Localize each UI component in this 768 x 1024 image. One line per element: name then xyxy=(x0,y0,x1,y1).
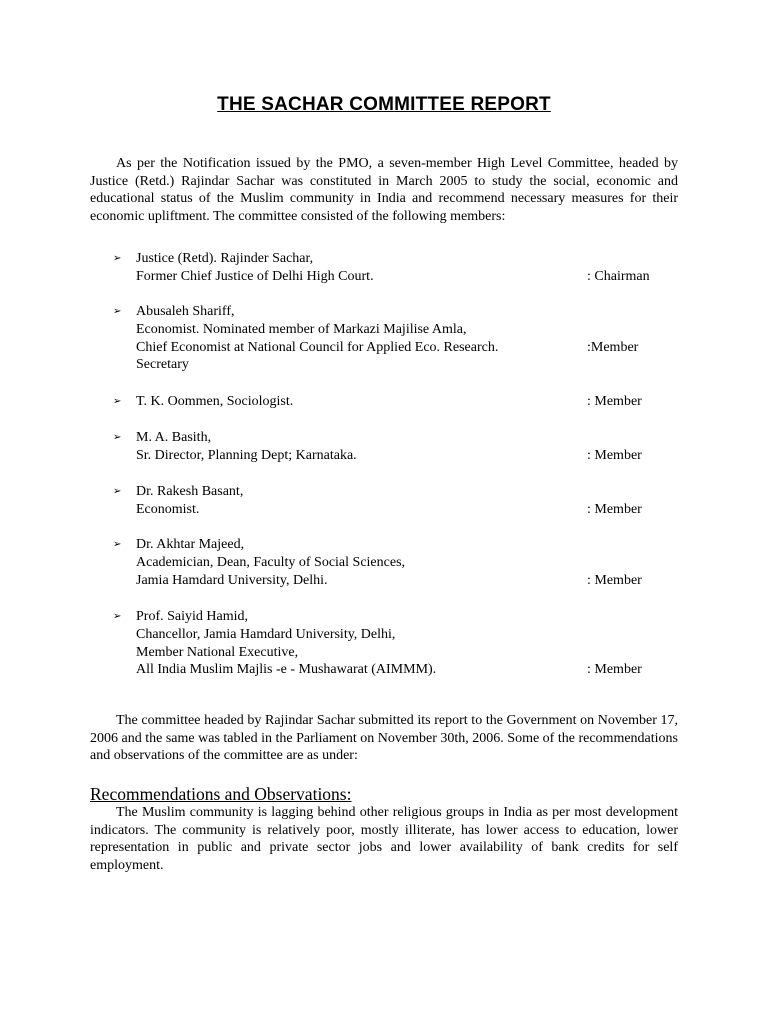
member-details xyxy=(136,429,576,465)
member-detail-line: Economist. Nominated member of Markazi Majilise Amla, xyxy=(136,321,467,337)
member-detail-line: Prof. Saiyid Hamid, xyxy=(136,609,248,624)
member-detail-line: Economist. xyxy=(136,501,200,517)
arrowhead-bullet-icon: ➢ xyxy=(113,396,122,407)
member-detail-line: Dr. Akhtar Majeed, xyxy=(136,537,245,552)
member-detail-line: Secretary xyxy=(136,357,189,373)
member-role: : Member xyxy=(587,501,642,517)
submission-paragraph: The committee headed by Rajindar Sachar submitted its report to the Government on November 17, 2006 and the same was tabled in the Parliament on November 30th, 2006. Some of the recommendations and observations of the committee are as under: xyxy=(90,713,678,763)
member-details xyxy=(136,483,576,519)
member-detail-line: Jamia Hamdard University, Delhi. xyxy=(136,572,328,588)
member-detail-line: Chief Economist at National Council for Applied Eco. Research. xyxy=(136,339,499,355)
member-detail-line: Academician, Dean, Faculty of Social Sciences, xyxy=(136,554,406,570)
member-role: :Member xyxy=(587,339,639,355)
member-detail-line: M. A. Basith, xyxy=(136,430,212,445)
member-role: : Chairman xyxy=(587,268,650,284)
member-role: : Member xyxy=(587,394,642,409)
member-detail-line: Abusaleh Shariff, xyxy=(136,304,235,319)
arrowhead-bullet-icon: ➢ xyxy=(113,611,122,622)
section-heading: Recommendations and Observations: xyxy=(90,784,352,804)
member-detail-line: Member National Executive, xyxy=(136,644,299,660)
member-role: : Member xyxy=(587,662,642,678)
intro-paragraph: As per the Notification issued by the PMO, a seven-member High Level Committee, headed by Justice (Retd.) Rajindar Sachar was constituted in March 2005 to study the social, economic and educational status of the Muslim community in India and recommend necessary measures for their economic upliftment. The committee consisted of the following members: xyxy=(90,156,678,224)
observation-paragraph: The Muslim community is lagging behind other religious groups in India as per most development indicators. The community is relatively poor, mostly illiterate, has lower access to education, lower representation in public and private sector jobs and lower availability of bank credits for self employment. xyxy=(90,805,678,873)
member-details xyxy=(136,250,576,286)
member-detail-line: Justice (Retd). Rajinder Sachar, xyxy=(136,251,314,266)
member-detail-line: Sr. Director, Planning Dept; Karnataka. xyxy=(136,447,357,463)
member-details xyxy=(136,608,576,679)
member-detail-line: Dr. Rakesh Basant, xyxy=(136,484,244,499)
member-details xyxy=(136,303,576,374)
member-role: : Member xyxy=(587,572,642,588)
member-detail-line: T. K. Oommen, Sociologist. xyxy=(136,394,294,409)
member-detail-line: All India Muslim Majlis -e - Mushawarat (AIMMM). xyxy=(136,662,437,678)
member-details xyxy=(136,536,576,589)
arrowhead-bullet-icon: ➢ xyxy=(113,432,122,443)
arrowhead-bullet-icon: ➢ xyxy=(113,306,122,317)
member-detail-line: Former Chief Justice of Delhi High Court. xyxy=(136,268,374,284)
arrowhead-bullet-icon: ➢ xyxy=(113,539,122,550)
arrowhead-bullet-icon: ➢ xyxy=(113,253,122,264)
member-role: : Member xyxy=(587,447,642,463)
member-details xyxy=(136,393,576,411)
arrowhead-bullet-icon: ➢ xyxy=(113,486,122,497)
member-detail-line: Chancellor, Jamia Hamdard University, Delhi, xyxy=(136,626,396,642)
document-title: THE SACHAR COMMITTEE REPORT xyxy=(217,94,551,115)
